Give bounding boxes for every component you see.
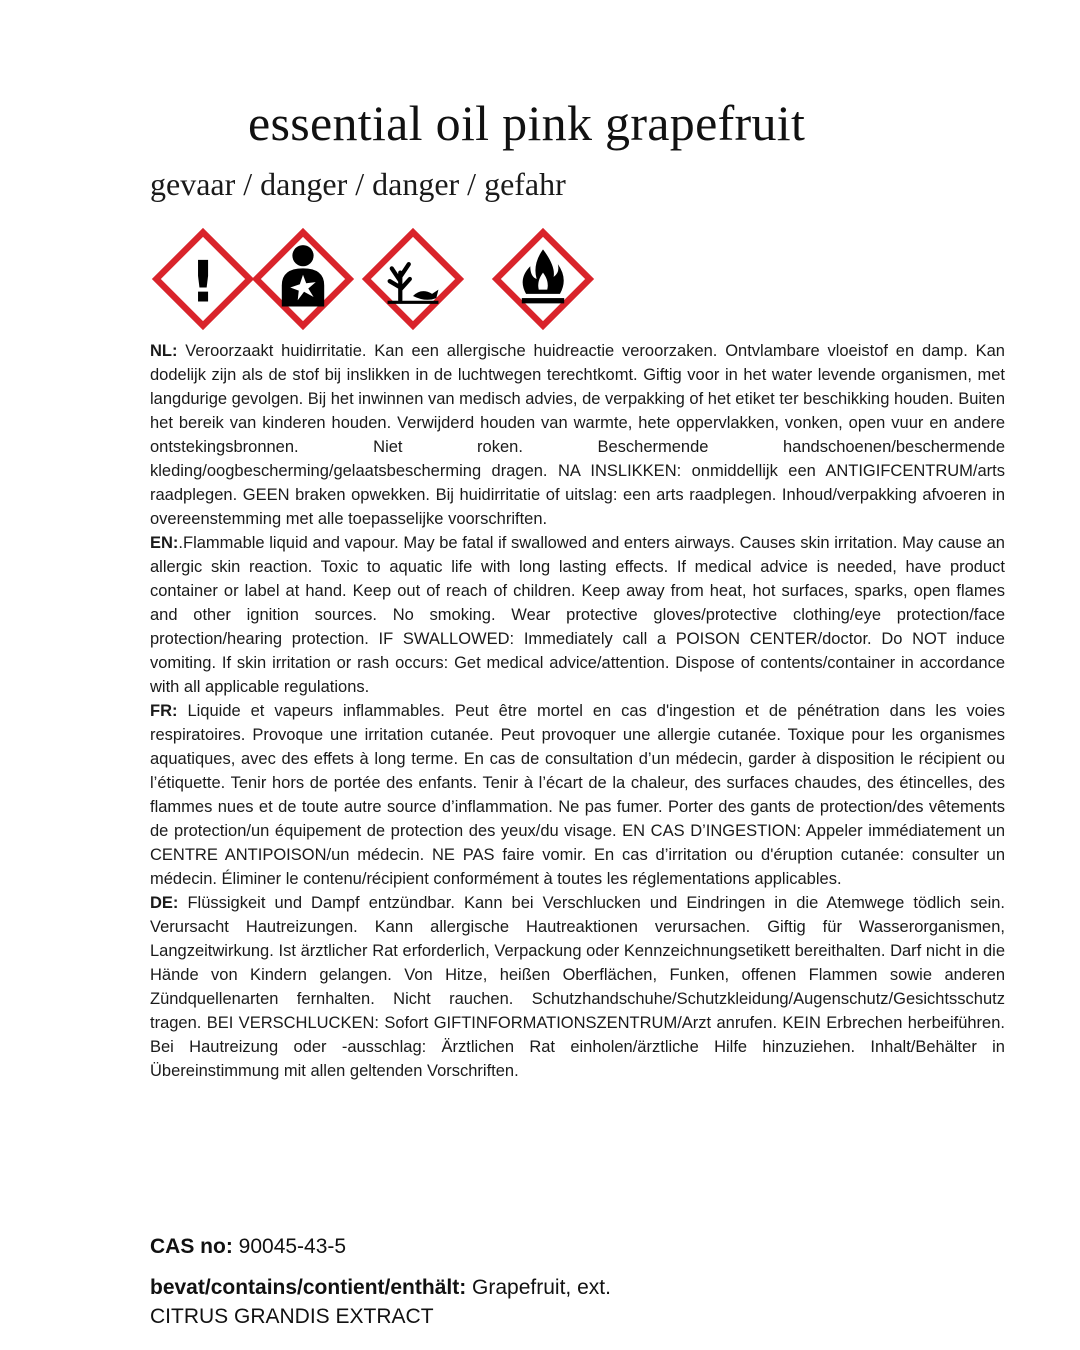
lang-label: FR: (150, 702, 178, 720)
product-title: essential oil pink grapefruit (248, 95, 806, 151)
cas-number (150, 1235, 1030, 1259)
environment-hazard-icon (360, 226, 466, 332)
exclamation-symbol: ! (189, 249, 217, 316)
flame-icon (490, 226, 596, 332)
hazard-statements (150, 339, 1005, 1083)
contains-label: bevat/contains/contient/enthält: (150, 1276, 467, 1299)
cas-value: 90045-43-5 (232, 1235, 347, 1258)
statement-text: Flüssigkeit und Dampf entzündbar. Kann bei Verschlucken und Eindringen in die Atemwege tödlich sein. Verursacht Hautreizungen. Kann allergische Hautreaktionen verursachen. Giftig für Wasserorganismen, Langzeitwirkung. Ist ärztlicher Rat erforderlich, Verpackung oder Kennzeichnungsetikett bereithalten. Darf nicht in die Hände von Kindern gelangen. Von Hitze, heißen Oberflächen, Funken, offenen Flammen sowie anderen Zündquellenarten fernhalten. Nicht rauchen. Schutzhandschuhe/Schutzkleidung/Augenschutz/Gesichtsschutz tragen. BEI VERSCHLUCKEN: Sofort GIFTINFORMATIONSZENTRUM/Arzt anrufen. KEIN Erbrechen herbeiführen. Bei Hautreizung oder -ausschlag: Ärztlichen Rat einholen/ärztliche Hilfe hinzuziehen. Inhalt/Behälter in Übereinstimmung mit allen geltenden Vorschriften. (150, 894, 1005, 1080)
statement-text: .Flammable liquid and vapour. May be fatal if swallowed and enters airways. Causes skin irritation. May cause an allergic skin reaction. Toxic to aquatic life with long lasting effects. If medical advice is needed, have product container or label at hand. Keep out of reach of children. Keep away from heat, hot surfaces, sparks, open flames and other ignition sources. No smoking. Wear protective gloves/protective clothing/eye protection/face protection/hearing protection. IF SWALLOWED: Immediately call a POISON CENTER/doctor. Do NOT induce vomiting. If skin irritation or rash occurs: Get medical advice/attention. Dispose of contents/container in accordance with all applicable regulations. (150, 534, 1005, 696)
signal-words: gevaar / danger / danger / gefahr (150, 166, 566, 202)
statement-text: Veroorzaakt huidirritatie. Kan een allergische huidreactie veroorzaken. Ontvlambare vloeistof en damp. Kan dodelijk zijn als de stof bij inslikken in de luchtwegen terechtkomt. Giftig voor in het water levende organismen, met langdurige gevolgen. Bij het inwinnen van medisch advies, de verpakking of het etiket ter beschikking houden. Buiten het bereik van kinderen houden. Verwijderd houden van warmte, hete oppervlakken, vonken, open vuur en andere ontstekingsbronnen. Niet roken. Beschermende handschoenen/beschermende kleding/oogbescherming/gelaatsbescherming dragen. NA INSLIKKEN: onmiddellijk een ANTIGIFCENTRUM/arts raadplegen. GEEN braken opwekken. Bij huidirritatie of uitslag: een arts raadplegen. Inhoud/verpakking afvoeren in overeenstemming met alle toepasselijke voorschriften. (150, 342, 1005, 528)
lang-label: DE: (150, 894, 179, 912)
statement-fr (150, 699, 1005, 891)
statement-de (150, 891, 1005, 1083)
health-hazard-icon (250, 226, 356, 332)
lang-label: NL: (150, 342, 178, 360)
statement-en (150, 531, 1005, 699)
exclamation-mark-icon (150, 226, 256, 332)
cas-label: CAS no: (150, 1235, 233, 1258)
contains-value: Grapefruit, ext. (466, 1276, 611, 1299)
ghs-pictograms (150, 226, 600, 332)
lang-label: EN: (150, 534, 179, 552)
inci-name: CITRUS GRANDIS EXTRACT (150, 1305, 434, 1328)
statement-text: Liquide et vapeurs inflammables. Peut être mortel en cas d'ingestion et de pénétration dans les voies respiratoires. Provoque une irritation cutanée. Peut provoquer une allergie cutanée. Toxique pour les organismes aquatiques, avec des effets à long terme. En cas de consultation d’un médecin, garder à disposition le récipient ou l’étiquette. Tenir hors de portée des enfants. Tenir à l’écart de la chaleur, des surfaces chaudes, des étincelles, des flammes nues et de toute autre source d’inflammation. Ne pas fumer. Porter des gants de protection/des vêtements de protection/un équipement de protection des yeux/du visage. EN CAS D’INGESTION: Appeler immédiatement un CENTRE ANTIPOISON/un médecin. NE PAS faire vomir. En cas d’irritation ou d'éruption cutanée: consulter un médecin. Éliminer le contenu/récipient conformément à toutes les réglementations applicables. (150, 702, 1005, 888)
contains-line (150, 1276, 1030, 1300)
statement-nl (150, 339, 1005, 531)
